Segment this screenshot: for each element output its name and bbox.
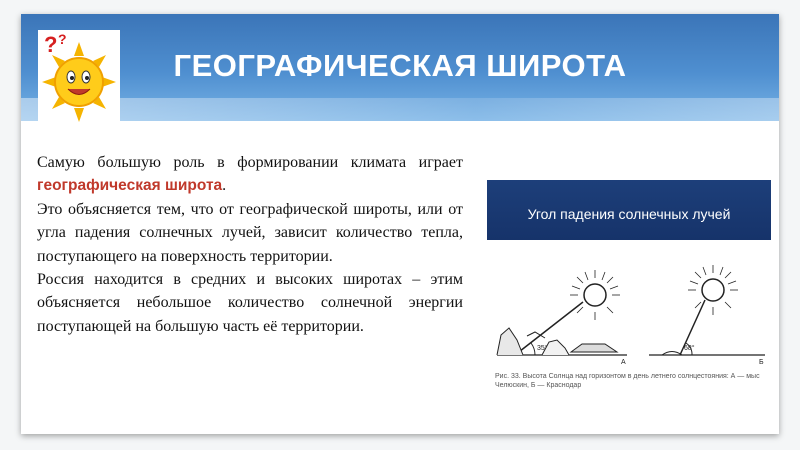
svg-text:?: ? — [44, 32, 58, 57]
point-b-label: Б — [759, 359, 764, 366]
page-title: ГЕОГРАФИЧЕСКАЯ ШИРОТА — [173, 48, 627, 83]
body-text — [37, 151, 463, 338]
scene-b — [649, 265, 765, 355]
paragraph-2: Это объясняется тем, что от географической широты, или от угла падения солнечных лучей, зависит количество тепла, поступающего на поверхность территории. — [37, 200, 463, 265]
banner-sheen — [21, 98, 779, 121]
point-a-label: А — [621, 359, 626, 366]
figure-illustration — [487, 240, 771, 370]
sun-angle-diagram — [487, 240, 771, 370]
svg-text:?: ? — [58, 31, 67, 47]
figure-header — [487, 180, 771, 240]
highlight-term: географическая широта — [37, 177, 223, 195]
angle-b-label: 68° — [684, 345, 695, 352]
paragraph-3: Россия находится в средних и высоких широтах – этим объясняется небольшое количество солнечной энергии поступающей на большую часть её территории. — [37, 271, 463, 335]
figure-caption: Рис. 33. Высота Солнца над горизонтом в день летнего солнцестояния: А — мыс Челюскин, Б — Краснодар — [495, 373, 760, 389]
paragraph-1-start: Самую большую роль в формировании климата играет — [37, 154, 463, 171]
paragraph-1 — [37, 151, 463, 198]
scene-a — [497, 270, 627, 355]
paragraph-1-end: . — [222, 177, 227, 195]
figure-sun-angle — [487, 180, 771, 398]
angle-a-label: 35° — [537, 345, 548, 352]
figure-title: Угол падения солнечных лучей — [527, 206, 731, 222]
